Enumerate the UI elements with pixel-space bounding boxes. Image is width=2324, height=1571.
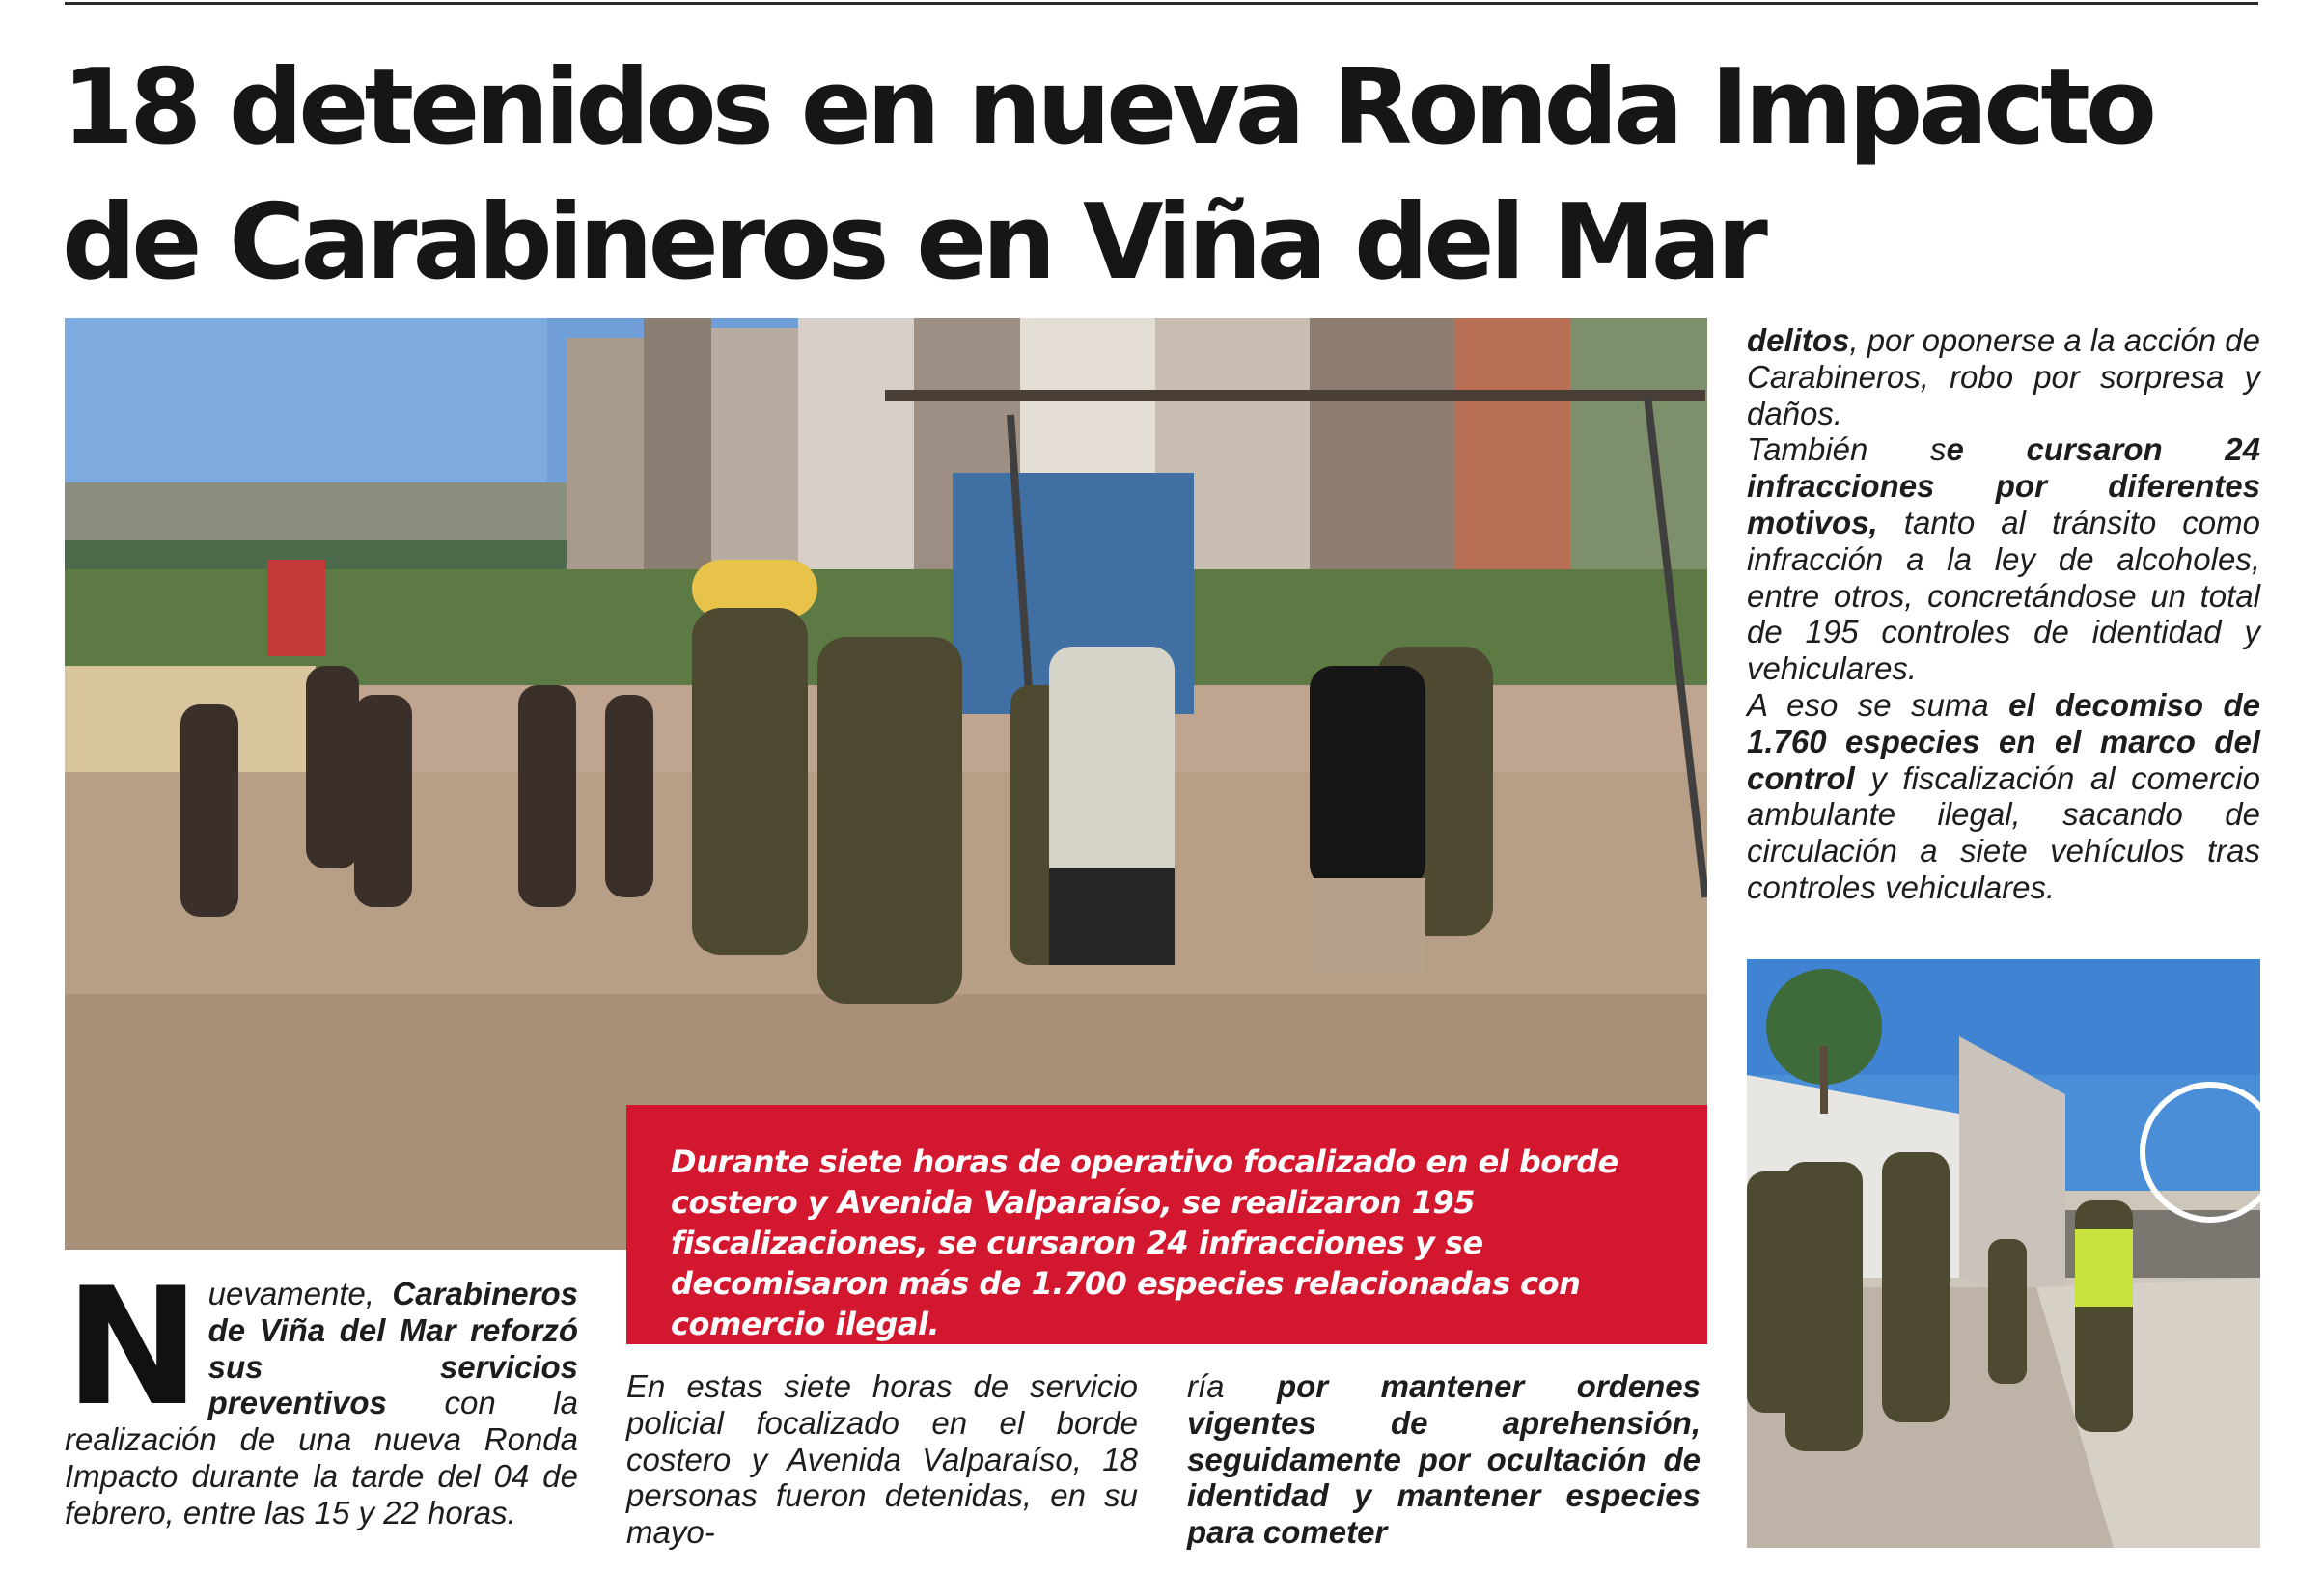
column-1-text (65, 1253, 578, 1531)
secondary-photo (1747, 959, 2260, 1548)
col4-para-1 (1747, 322, 2260, 431)
col4-para-3 (1747, 687, 2260, 906)
top-rule (65, 2, 2258, 5)
col3-intro: ría (1187, 1368, 1277, 1404)
column-2 (626, 1368, 1138, 1551)
col3-text (1187, 1368, 1701, 1551)
col4-bold-1: delitos (1747, 322, 1850, 358)
col4-para-2 (1747, 431, 2260, 687)
col4-text-3: tanto al tránsito como infracción a la ley de alcoholes, entre otros, concretándose un total de 195 controles de identidad y vehiculares. (1747, 504, 2260, 687)
col1-rest: con la realización de una nueva Ronda Impacto durante la tarde del 04 de febrero, entre las 15 y 22 horas. (65, 1385, 578, 1530)
column-3 (1187, 1368, 1701, 1551)
headline-line-1: 18 detenidos en nueva Ronda Impacto (62, 47, 2153, 168)
col2-text: En estas siete horas de servicio policial focalizado en el borde costero y Avenida Valparaíso, 18 personas fueron detenidas, en su mayo- (626, 1368, 1138, 1551)
pull-quote: Durante siete horas de operativo focalizado en el borde costero y Avenida Valparaíso, se realizaron 195 fiscalizaciones, se cursaron 24 infracciones y se decomisaron más de 1.700 especies relacionadas con comercio ilegal. (626, 1105, 1707, 1344)
col4-text-1: , por oponerse a la acción de Carabineros, robo por sorpresa y daños. (1747, 322, 2260, 431)
col4-text-5: y fiscalización al comercio ambulante ilegal, sacando de circulación a siete vehículos tras controles vehiculares. (1747, 759, 2260, 905)
headline-line-2: de Carabineros en Viña del Mar (62, 182, 1763, 303)
col4-text-4: A eso se suma (1747, 686, 2009, 723)
column-4 (1747, 322, 2260, 906)
col1-intro: uevamente, (208, 1276, 393, 1311)
col3-bold: por mantener ordenes vigentes de aprehensión, seguidamente por ocultación de identidad y mantener especies para cometer (1187, 1368, 1701, 1551)
col1-bold: Carabineros de Viña del Mar reforzó sus servicios preventivos (208, 1276, 578, 1421)
col4-text-2: También s (1747, 431, 1947, 468)
drop-cap: N (65, 1253, 197, 1442)
col4-bold-2: e cursaron 24 infracciones por diferentes motivos, (1747, 431, 2260, 540)
column-1 (65, 1253, 578, 1531)
secondary-photo-illustration (1747, 959, 2260, 1548)
col4-bold-3: el decomiso de 1.760 especies en el marco del control (1747, 686, 2260, 796)
headline (62, 41, 2282, 311)
